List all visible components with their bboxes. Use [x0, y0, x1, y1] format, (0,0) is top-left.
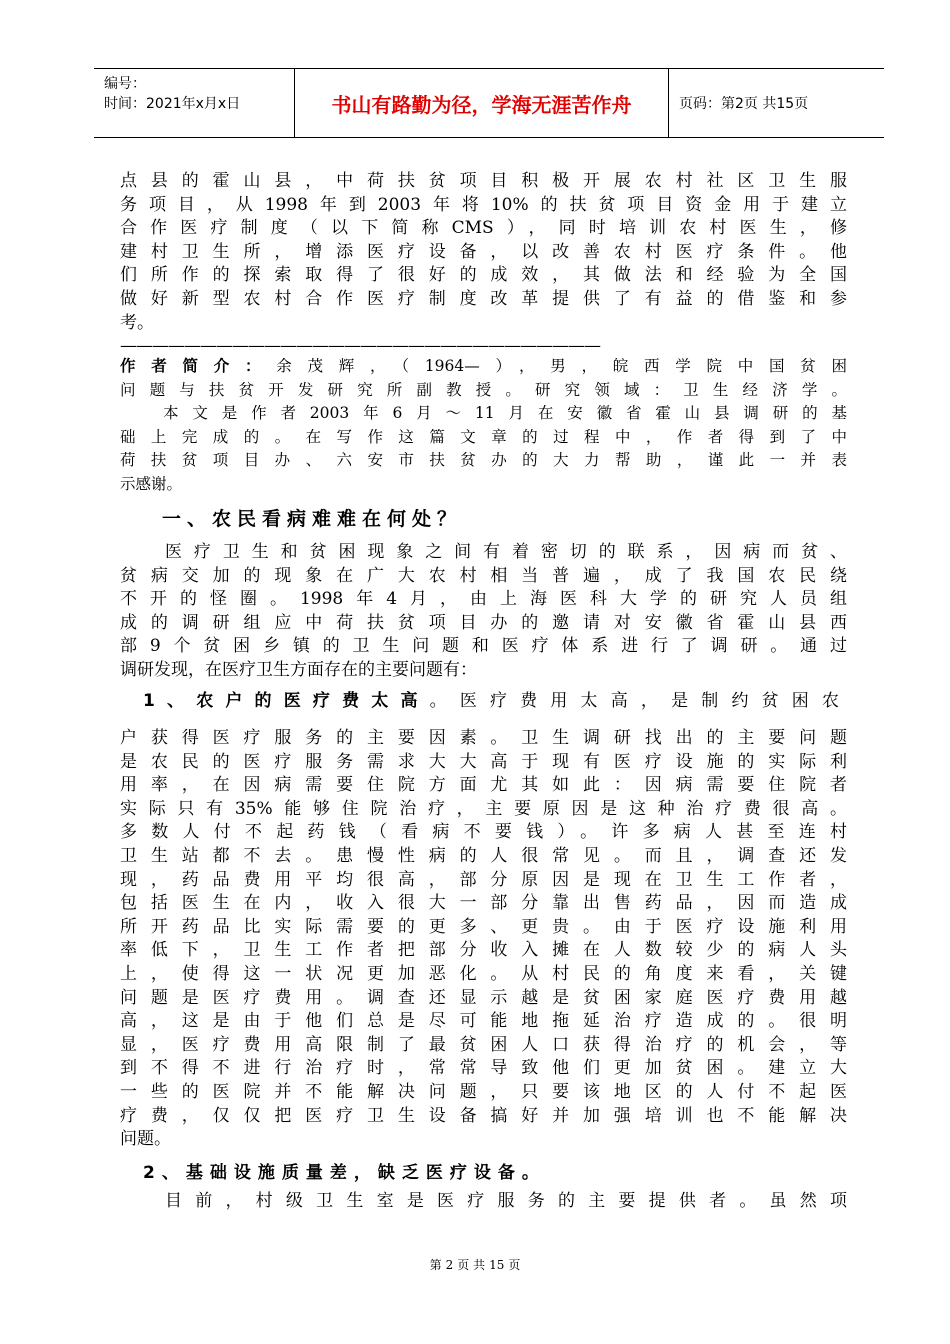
footnote-separator: —————————————————————————————— — [120, 336, 600, 357]
text-line: 部9个贫困乡镇的卫生问题和医疗体系进行了调研。通过 — [120, 636, 847, 657]
text-line: 显，医疗费用高限制了最贫困人口获得治疗的机会，等 — [120, 1034, 847, 1055]
text-line: 目前，村级卫生室是医疗服务的主要提供者。虽然项 — [165, 1191, 847, 1211]
text-line: 实际只有35%能够住院治疗，主要原因是这种治疗费很高。 — [120, 798, 847, 819]
bio-line — [120, 355, 847, 379]
document-number-label: 编号： — [104, 76, 146, 92]
text-line: 现，药品费用平均很高，部分原因是现在卫生工作者， — [120, 869, 847, 890]
bio-text: 余茂辉，（1964—），男，皖西学院中国贫困 — [276, 357, 847, 375]
text-line: 们所作的探索取得了很好的成效，其做法和经验为全国 — [120, 265, 847, 286]
bio-line: 荷扶贫项目办、六安市扶贫办的大力帮助，谨此一并表 — [120, 451, 847, 470]
document-time-label: 时间：2021年x月x日 — [104, 96, 241, 112]
footer-suffix: 页 — [508, 1258, 521, 1272]
text-line: 用率，在因病需要住院方面尤其如此：因病需要住院者 — [120, 775, 847, 796]
footer-page-total: 15 — [489, 1258, 505, 1272]
bio-line: 础上完成的。在写作这篇文章的过程中，作者得到了中 — [120, 427, 847, 446]
bio-line: 问题与扶贫开发研究所副教授。研究领域：卫生经济学。 — [120, 380, 847, 399]
item1-heading-line — [143, 690, 847, 714]
item1-heading: 1、农户的医疗费太高 — [143, 691, 430, 711]
header-motto: 书山有路勤为径，学海无涯苦作舟 — [295, 69, 669, 137]
text-line: 合作医疗制度（以下简称CMS），同时培训农村医生，修 — [120, 218, 847, 239]
item2-heading: 2、基础设施质量差，缺乏医疗设备。 — [143, 1163, 546, 1183]
text-line: 考。 — [120, 312, 154, 333]
page-footer — [0, 1256, 950, 1273]
text-line: 一些的医院并不能解决问题，只要该地区的人付不起医 — [120, 1081, 847, 1102]
text-line: 问题是医疗费用。调查还显示越是贫困家庭医疗费用越 — [120, 987, 847, 1008]
item-heading-row — [143, 690, 847, 714]
text-line: 点县的霍山县，中荷扶贫项目积极开展农村社区卫生服 — [120, 171, 847, 191]
section-paragraph — [120, 541, 847, 683]
item1-heading-rest: 。医疗费用太高，是制约贫困农 — [429, 691, 847, 711]
text-line: 率低下，卫生工作者把部分收入摊在人数较少的病人头 — [120, 940, 847, 961]
text-line: 做好新型农村合作医疗制度改革提供了有益的借鉴和参 — [120, 288, 847, 309]
item1-paragraph — [120, 727, 847, 1152]
text-line: 疗费，仅仅把医疗卫生设备搞好并加强培训也不能解决 — [120, 1105, 847, 1126]
bio-line: 本文是作者2003年6月～11月在安徽省霍山县调研的基 — [163, 404, 847, 423]
text-line: 多数人付不起药钱（看病不要钱）。许多病人甚至连村 — [120, 822, 847, 843]
header-page-info: 页码：第2页 共15页 — [679, 96, 809, 112]
text-line: 贫病交加的现象在广大农村相当普遍，成了我国农民绕 — [120, 565, 847, 586]
text-line: 所开药品比实际需要的更多、更贵。由于医疗设施利用 — [120, 916, 847, 937]
item2-paragraph — [120, 1190, 847, 1214]
bio-label: 作者简介： — [120, 357, 277, 375]
text-line: 是农民的医疗服务需求大大高于现有医疗设施的实际利 — [120, 751, 847, 772]
text-line: 医疗卫生和贫困现象之间有着密切的联系，因病而贫、 — [165, 542, 847, 562]
text-line: 包括医生在内，收入很大一部分靠出售药品，因而造成 — [120, 893, 847, 914]
footer-prefix: 第 — [429, 1258, 442, 1272]
text-line: 问题。 — [120, 1129, 171, 1150]
text-line: 不开的怪圈。1998年4月，由上海医科大学的研究人员组 — [120, 589, 847, 610]
bio-line: 示感谢。 — [120, 474, 183, 493]
footer-mid: 页 共 — [457, 1258, 486, 1272]
footer-page-number: 2 — [445, 1258, 454, 1272]
header-meta-cell — [94, 69, 295, 137]
page-header — [94, 68, 884, 138]
section-title: 一、农民看病难难在何处？ — [162, 508, 463, 530]
text-line: 到不得不进行治疗时，常常导致他们更加贫困。建立大 — [120, 1058, 847, 1079]
text-line: 户获得医疗服务的主要因素。卫生调研找出的主要问题 — [120, 728, 847, 748]
intro-paragraph — [120, 170, 847, 359]
text-line: 建村卫生所，增添医疗设备，以改善农村医疗条件。他 — [120, 241, 847, 262]
text-line: 成的调研组应中荷扶贫项目办的邀请对安徽省霍山县西 — [120, 612, 847, 633]
text-line: 调研发现，在医疗卫生方面存在的主要问题有： — [120, 659, 477, 680]
text-line: 卫生站都不去。患慢性病的人很常见。而且，调查还发 — [120, 845, 847, 866]
author-bio — [120, 355, 847, 497]
text-line: 上，使得这一状况更加恶化。从村民的角度来看，关键 — [120, 963, 847, 984]
text-line: 务项目，从1998年到2003年将10%的扶贫项目资金用于建立 — [120, 194, 847, 215]
text-line: 高，这是由于他们总是尽可能地拖延治疗造成的。很明 — [120, 1011, 847, 1032]
